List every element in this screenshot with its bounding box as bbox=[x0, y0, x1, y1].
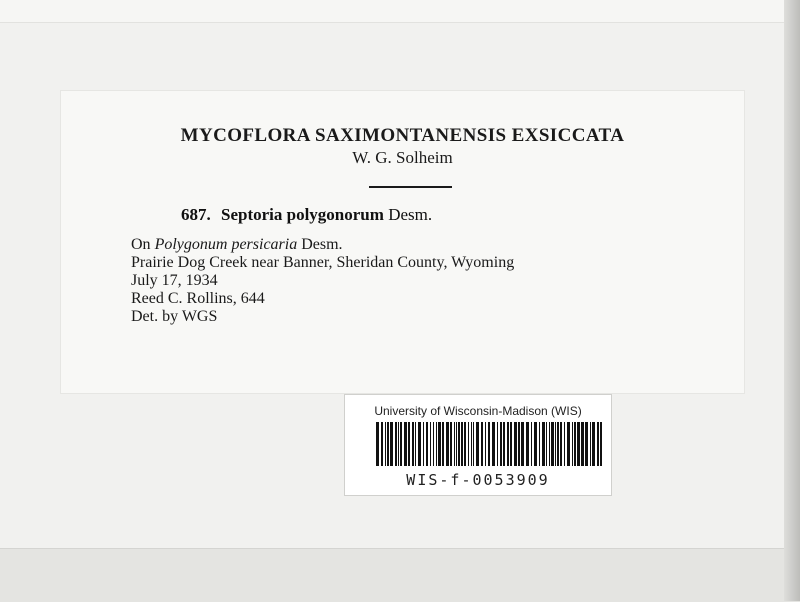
sheet-top-fold bbox=[0, 0, 800, 23]
barcode-bar bbox=[567, 422, 570, 466]
barcode-institution: University of Wisconsin-Madison (WIS) bbox=[374, 404, 582, 418]
collector: Reed C. Rollins, 644 bbox=[131, 290, 265, 307]
collection-date: July 17, 1934 bbox=[131, 272, 218, 289]
specimen-label bbox=[60, 90, 745, 394]
specimen-number: 687. bbox=[181, 205, 211, 224]
barcode-icon bbox=[376, 422, 605, 466]
barcode-bar bbox=[400, 422, 402, 466]
host-name: Polygonum persicaria bbox=[154, 236, 298, 253]
barcode-bar bbox=[398, 422, 399, 466]
barcode-bar bbox=[526, 422, 529, 466]
barcode-bar bbox=[507, 422, 509, 466]
barcode-bar bbox=[514, 422, 517, 466]
label-subtitle: W. G. Solheim bbox=[352, 148, 453, 167]
barcode-bar bbox=[503, 422, 505, 466]
barcode-bar bbox=[418, 422, 421, 466]
barcode-bar bbox=[549, 422, 550, 466]
barcode-bar bbox=[564, 422, 565, 466]
barcode-bar bbox=[485, 422, 486, 466]
barcode-bar bbox=[551, 422, 554, 466]
host-line bbox=[131, 236, 514, 254]
barcode-bar bbox=[385, 422, 386, 466]
barcode-bar bbox=[592, 422, 595, 466]
barcode-bar bbox=[473, 422, 474, 466]
barcode-bar bbox=[426, 422, 428, 466]
barcode-bar bbox=[471, 422, 472, 466]
barcode-bar bbox=[387, 422, 389, 466]
barcode-bar bbox=[376, 422, 379, 466]
barcode-bar bbox=[510, 422, 512, 466]
barcode-bar bbox=[597, 422, 599, 466]
barcode-bar bbox=[560, 422, 562, 466]
barcode-bar bbox=[436, 422, 437, 466]
barcode-bar bbox=[497, 422, 498, 466]
sheet-bottom-band bbox=[0, 548, 800, 602]
barcode-bar bbox=[590, 422, 591, 466]
barcode-bar bbox=[539, 422, 540, 466]
barcode-bar bbox=[531, 422, 532, 466]
host-author: Desm. bbox=[301, 236, 343, 253]
barcode-bar bbox=[381, 422, 383, 466]
barcode-bar bbox=[574, 422, 576, 466]
species-line bbox=[181, 205, 432, 225]
barcode-bar bbox=[521, 422, 524, 466]
barcode-bar bbox=[492, 422, 495, 466]
barcode-bar bbox=[458, 422, 460, 466]
barcode-bar bbox=[450, 422, 452, 466]
barcode-bar bbox=[464, 422, 466, 466]
barcode-bar bbox=[577, 422, 580, 466]
barcode-bar bbox=[423, 422, 424, 466]
collection-info bbox=[131, 236, 514, 326]
barcode-bar bbox=[404, 422, 407, 466]
barcode-catalog-id: WIS-f-0053909 bbox=[406, 471, 550, 489]
barcode-bar bbox=[557, 422, 559, 466]
barcode-bar bbox=[585, 422, 588, 466]
label-divider bbox=[369, 186, 452, 188]
barcode-bar bbox=[600, 422, 602, 466]
species-name: Septoria polygonorum bbox=[221, 205, 384, 224]
barcode-bar bbox=[488, 422, 490, 466]
barcode-bar bbox=[442, 422, 444, 466]
barcode-bar bbox=[438, 422, 441, 466]
barcode-bar bbox=[481, 422, 483, 466]
barcode-bar bbox=[415, 422, 416, 466]
barcode-bar bbox=[534, 422, 537, 466]
barcode-bar bbox=[412, 422, 414, 466]
species-author: Desm. bbox=[388, 205, 433, 224]
barcode-bar bbox=[433, 422, 434, 466]
barcode-bar bbox=[446, 422, 449, 466]
barcode-bar bbox=[395, 422, 397, 466]
locality: Prairie Dog Creek near Banner, Sheridan County, Wyoming bbox=[131, 254, 515, 271]
barcode-bar bbox=[461, 422, 463, 466]
barcode-bar bbox=[390, 422, 393, 466]
barcode-label bbox=[344, 394, 612, 496]
barcode-bar bbox=[408, 422, 410, 466]
barcode-bar bbox=[456, 422, 457, 466]
barcode-bar bbox=[581, 422, 584, 466]
barcode-bar bbox=[542, 422, 545, 466]
barcode-bar bbox=[572, 422, 573, 466]
barcode-bar bbox=[454, 422, 455, 466]
barcode-bar bbox=[430, 422, 431, 466]
sheet-right-edge bbox=[784, 0, 800, 601]
barcode-bar bbox=[546, 422, 547, 466]
barcode-bar bbox=[476, 422, 479, 466]
barcode-bar bbox=[555, 422, 556, 466]
barcode-bar bbox=[468, 422, 469, 466]
barcode-bar bbox=[500, 422, 502, 466]
barcode-bar bbox=[518, 422, 520, 466]
host-prefix: On bbox=[131, 236, 151, 253]
label-title: MYCOFLORA SAXIMONTANENSIS EXSICCATA bbox=[180, 125, 625, 146]
determiner: Det. by WGS bbox=[131, 308, 218, 325]
